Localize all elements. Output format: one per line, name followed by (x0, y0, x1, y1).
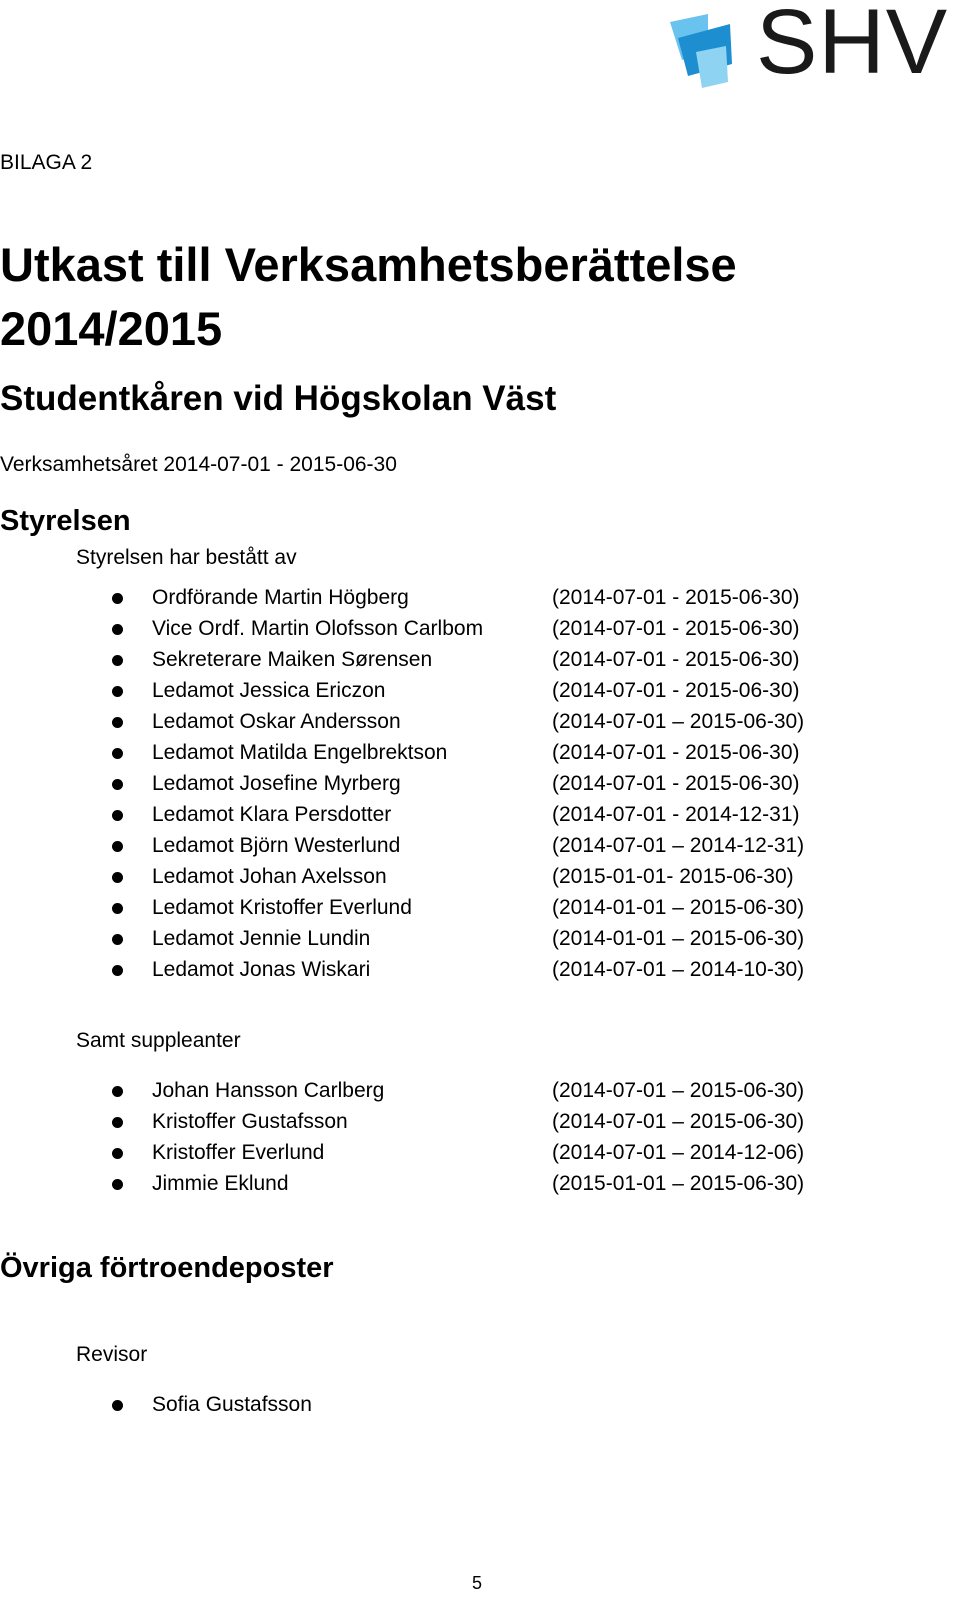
member-name: Sekreterare Maiken Sørensen (152, 648, 433, 671)
bullet-icon (112, 748, 123, 759)
bullet-icon (112, 717, 123, 728)
member-name: Ordförande Martin Högberg (152, 586, 409, 609)
shv-logo (668, 0, 960, 93)
member-name: Ledamot Oskar Andersson (152, 710, 401, 733)
member-period: (2014-07-01 - 2015-06-30) (552, 772, 800, 795)
bullet-icon (112, 593, 123, 604)
member-period: (2014-07-01 - 2015-06-30) (552, 648, 800, 671)
bullet-icon (112, 903, 123, 914)
board-heading: Styrelsen (0, 505, 131, 537)
member-period: (2015-01-01 – 2015-06-30) (552, 1172, 805, 1195)
member-name: Vice Ordf. Martin Olofsson Carlbom (152, 617, 484, 640)
page-number: 5 (472, 1573, 483, 1593)
bullet-icon (112, 779, 123, 790)
bullet-icon (112, 624, 123, 635)
member-period: (2015-01-01- 2015-06-30) (552, 865, 794, 888)
member-name: Kristoffer Everlund (152, 1141, 325, 1164)
other-positions-heading: Övriga förtroendeposter (0, 1252, 334, 1284)
member-name: Kristoffer Gustafsson (152, 1110, 348, 1133)
bullet-icon (112, 1179, 123, 1190)
member-period: (2014-01-01 – 2015-06-30) (552, 896, 805, 919)
bullet-icon (112, 872, 123, 883)
board-intro: Styrelsen har bestått av (76, 546, 297, 569)
member-period: (2014-07-01 – 2015-06-30) (552, 1079, 805, 1102)
document-title: Utkast till Verksamhetsberättelse 2014/2015 (0, 238, 737, 355)
member-period: (2014-07-01 - 2015-06-30) (552, 741, 800, 764)
member-name: Ledamot Klara Persdotter (152, 803, 392, 826)
bullet-icon (112, 965, 123, 976)
member-name: Ledamot Matilda Engelbrektson (152, 741, 448, 764)
shv-logo-mark-icon (668, 8, 754, 88)
bullet-icon (112, 655, 123, 666)
member-period: (2014-07-01 - 2015-06-30) (552, 617, 800, 640)
bullet-icon (112, 1148, 123, 1159)
member-period: (2014-07-01 – 2015-06-30) (552, 710, 805, 733)
member-name: Ledamot Jennie Lundin (152, 927, 371, 950)
member-period: (2014-07-01 - 2014-12-31) (552, 803, 800, 826)
member-name: Ledamot Jonas Wiskari (152, 958, 371, 981)
member-name: Ledamot Johan Axelsson (152, 865, 387, 888)
member-name: Johan Hansson Carlberg (152, 1079, 385, 1102)
member-name: Ledamot Kristoffer Everlund (152, 896, 412, 919)
appendix-label: BILAGA 2 (0, 151, 93, 174)
fiscal-year: Verksamhetsåret 2014-07-01 - 2015-06-30 (0, 453, 397, 476)
revisor-label: Revisor (76, 1343, 148, 1366)
bullet-icon (112, 841, 123, 852)
member-name: Sofia Gustafsson (152, 1393, 312, 1416)
organization-name: Studentkåren vid Högskolan Väst (0, 379, 557, 418)
member-name: Ledamot Josefine Myrberg (152, 772, 401, 795)
bullet-icon (112, 686, 123, 697)
member-period: (2014-01-01 – 2015-06-30) (552, 927, 805, 950)
bullet-icon (112, 1400, 123, 1411)
bullet-icon (112, 934, 123, 945)
member-name: Jimmie Eklund (152, 1172, 289, 1195)
member-period: (2014-07-01 - 2015-06-30) (552, 586, 800, 609)
member-name: Ledamot Jessica Ericzon (152, 679, 386, 702)
member-period: (2014-07-01 – 2014-10-30) (552, 958, 805, 981)
bullet-icon (112, 1117, 123, 1128)
bullet-icon (112, 1086, 123, 1097)
bullet-icon (112, 810, 123, 821)
shv-logo-text: SHV (756, 0, 949, 93)
member-period: (2014-07-01 – 2014-12-31) (552, 834, 805, 857)
member-period: (2014-07-01 – 2015-06-30) (552, 1110, 805, 1133)
substitutes-label: Samt suppleanter (76, 1029, 241, 1052)
member-period: (2014-07-01 - 2015-06-30) (552, 679, 800, 702)
member-name: Ledamot Björn Westerlund (152, 834, 401, 857)
member-period: (2014-07-01 – 2014-12-06) (552, 1141, 805, 1164)
